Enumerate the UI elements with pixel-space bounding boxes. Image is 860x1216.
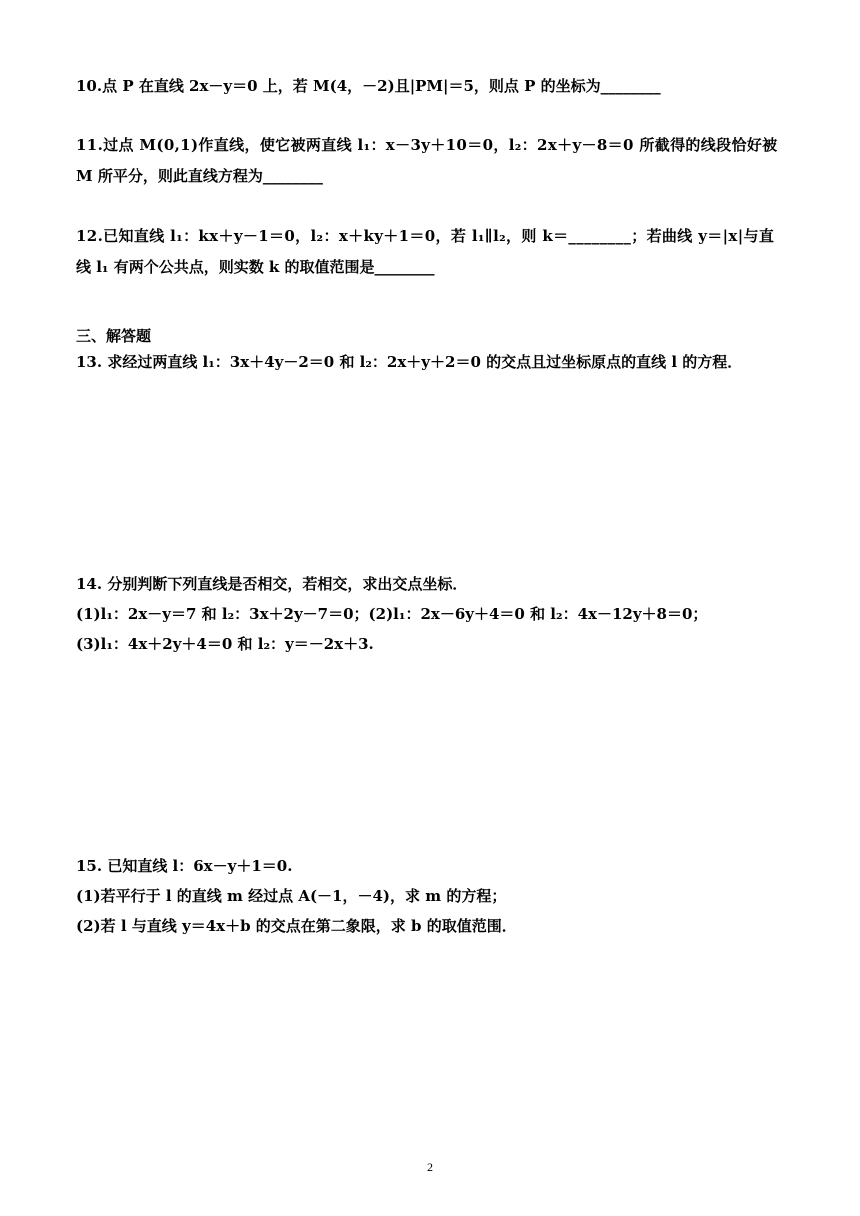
- question-13: 13. 求经过两直线 l₁：3x＋4y－2＝0 和 l₂：2x＋y＋2＝0 的交点且过坐标原点的直线 l 的方程．: [76, 353, 743, 371]
- q14-line-1: 14. 分别判断下列直线是否相交，若相交，求出交点坐标．: [76, 575, 468, 593]
- q15-line-3: (2)若 l 与直线 y＝4x＋b 的交点在第二象限，求 b 的取值范围．: [76, 917, 517, 935]
- q12-line-1: 12.已知直线 l₁：kx＋y－1＝0，l₂：x＋ky＋1＝0，若 l₁∥l₂，则 k＝________；若曲线 y＝|x|与直: [76, 227, 775, 245]
- section-heading: 三、解答题: [76, 327, 152, 345]
- q14-line-2: (1)l₁：2x－y＝7 和 l₂：3x＋2y－7＝0；(2)l₁：2x－6y＋4＝0 和 l₂：4x－12y＋8＝0；: [76, 605, 708, 623]
- q11-line-1: 11.过点 M(0,1)作直线，使它被两直线 l₁：x－3y＋10＝0，l₂：2x＋y－8＝0 所截得的线段恰好被: [76, 136, 778, 154]
- q10-line-1: 10.点 P 在直线 2x－y＝0 上，若 M(4，－2)且|PM|＝5，则点 P 的坐标为________: [76, 77, 661, 95]
- q12-line-2: 线 l₁ 有两个公共点，则实数 k 的取值范围是________: [76, 258, 435, 276]
- q14-line-3: (3)l₁：4x＋2y＋4＝0 和 l₂：y＝－2x＋3.: [76, 635, 374, 653]
- q15-line-2: (1)若平行于 l 的直线 m 经过点 A(－1，－4)，求 m 的方程；: [76, 887, 507, 905]
- q15-line-1: 15. 已知直线 l：6x－y＋1＝0.: [76, 857, 293, 875]
- q11-line-2: M 所平分，则此直线方程为________: [76, 167, 323, 185]
- page-number: 2: [427, 1160, 433, 1174]
